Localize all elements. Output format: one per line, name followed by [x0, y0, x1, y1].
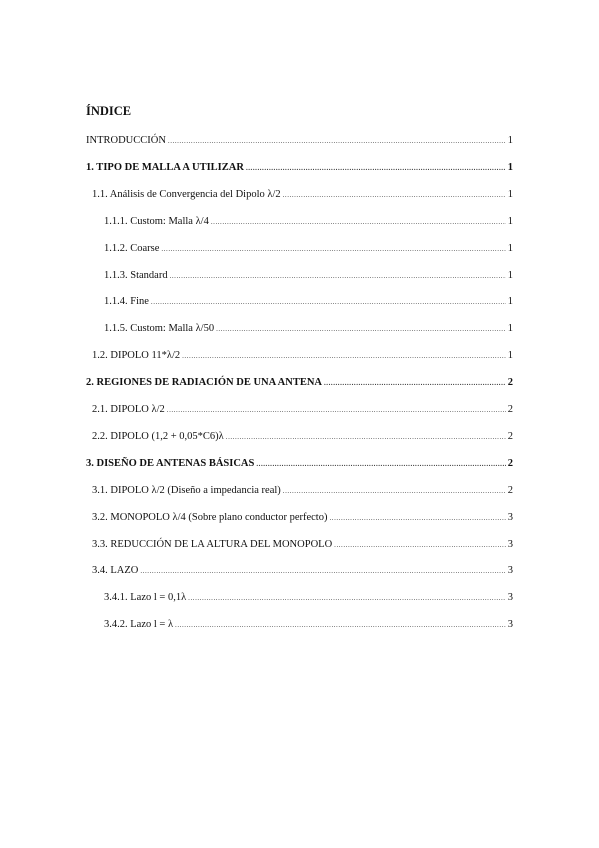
toc-entry-label: 1.1.3. Standard — [104, 270, 168, 281]
toc-entry-label: 1. TIPO DE MALLA A UTILIZAR — [86, 162, 244, 173]
toc-entry-label: 3.4. LAZO — [92, 565, 139, 576]
toc-entry-page-number: 1 — [507, 296, 513, 307]
toc-dot-leader — [216, 322, 506, 336]
toc-entry-page-number: 1 — [507, 323, 513, 334]
toc-entry[interactable] — [104, 295, 513, 309]
toc-entry-page-number: 3 — [507, 539, 513, 550]
toc-entry-page-number: 1 — [507, 350, 513, 361]
toc-dot-leader — [324, 376, 506, 390]
toc-entry[interactable] — [92, 511, 513, 525]
toc-dot-leader — [211, 215, 506, 229]
toc-entry[interactable] — [104, 242, 513, 256]
toc-entry[interactable] — [92, 484, 513, 498]
toc-entry-label: 3.3. REDUCCIÓN DE LA ALTURA DEL MONOPOLO — [92, 539, 333, 550]
toc-dot-leader — [334, 538, 506, 552]
toc-entry-page-number: 1 — [507, 135, 513, 146]
toc-dot-leader — [167, 403, 506, 417]
toc-dot-leader — [256, 457, 505, 471]
toc-entry[interactable] — [92, 538, 513, 552]
toc-entry[interactable] — [104, 269, 513, 283]
toc-dot-leader — [283, 188, 506, 202]
toc-dot-leader — [175, 618, 506, 632]
toc-entry-label: 1.1.2. Coarse — [104, 243, 160, 254]
toc-entry-label: INTRODUCCIÓN — [86, 135, 166, 146]
toc-entry-label: 1.2. DIPOLO 11*λ/2 — [92, 350, 181, 361]
toc-entry-label: 3.1. DIPOLO λ/2 (Diseño a impedancia real) — [92, 485, 281, 496]
toc-entry[interactable] — [92, 403, 513, 417]
toc-entry-page-number: 2 — [507, 431, 513, 442]
toc-dot-leader — [283, 484, 506, 498]
toc-dot-leader — [140, 564, 505, 578]
toc-entry[interactable] — [86, 457, 513, 471]
toc-entry[interactable] — [86, 161, 513, 175]
toc-entry[interactable] — [86, 134, 513, 148]
toc-entry-page-number: 1 — [507, 189, 513, 200]
toc-entry[interactable] — [104, 591, 513, 605]
toc-entry-label: 1.1.5. Custom: Malla λ/50 — [104, 323, 215, 334]
toc-entry-label: 3.2. MONOPOLO λ/4 (Sobre plano conductor perfecto) — [92, 512, 328, 523]
toc-entry-label: 3.4.2. Lazo l = λ — [104, 619, 174, 630]
toc-entry-label: 1.1.4. Fine — [104, 296, 149, 307]
toc-entry[interactable] — [92, 188, 513, 202]
toc-dot-leader — [188, 591, 506, 605]
toc-entry-page-number: 2 — [507, 377, 513, 388]
toc-entry[interactable] — [92, 564, 513, 578]
toc-entry-page-number: 1 — [507, 270, 513, 281]
toc-entry-label: 3.4.1. Lazo l = 0,1λ — [104, 592, 187, 603]
toc-entry-label: 3. DISEÑO DE ANTENAS BÁSICAS — [86, 458, 255, 469]
toc-dot-leader — [182, 349, 506, 363]
toc-dot-leader — [161, 242, 505, 256]
toc-entry-label: 2. REGIONES DE RADIACIÓN DE UNA ANTENA — [86, 377, 322, 388]
page-title: ÍNDICE — [86, 104, 132, 118]
toc-entry-page-number: 1 — [507, 162, 513, 173]
toc-dot-leader — [246, 161, 506, 175]
toc-dot-leader — [170, 269, 506, 283]
toc-entry-label: 1.1.1. Custom: Malla λ/4 — [104, 216, 209, 227]
toc-entry-page-number: 2 — [507, 458, 513, 469]
toc-dot-leader — [329, 511, 505, 525]
toc-entry[interactable] — [92, 430, 513, 444]
toc-entry-label: 2.1. DIPOLO λ/2 — [92, 404, 165, 415]
toc-dot-leader — [226, 430, 506, 444]
toc-entry-page-number: 3 — [507, 565, 513, 576]
toc-dot-leader — [151, 295, 506, 309]
toc-entry-page-number: 3 — [507, 619, 513, 630]
toc-entry[interactable] — [92, 349, 513, 363]
toc-entry[interactable] — [104, 322, 513, 336]
toc-entry-page-number: 2 — [507, 485, 513, 496]
toc-entry-page-number: 3 — [507, 592, 513, 603]
toc-entry-label: 2.2. DIPOLO (1,2 + 0,05*C6)λ — [92, 431, 224, 442]
toc-entry-label: 1.1. Análisis de Convergencia del Dipolo λ/2 — [92, 189, 281, 200]
toc-dot-leader — [168, 134, 506, 148]
toc-entry-page-number: 1 — [507, 243, 513, 254]
toc-entry[interactable] — [104, 215, 513, 229]
toc-entry-page-number: 2 — [507, 404, 513, 415]
toc-entry[interactable] — [104, 618, 513, 632]
toc-entry-page-number: 1 — [507, 216, 513, 227]
toc-entry[interactable] — [86, 376, 513, 390]
toc-entry-page-number: 3 — [507, 512, 513, 523]
